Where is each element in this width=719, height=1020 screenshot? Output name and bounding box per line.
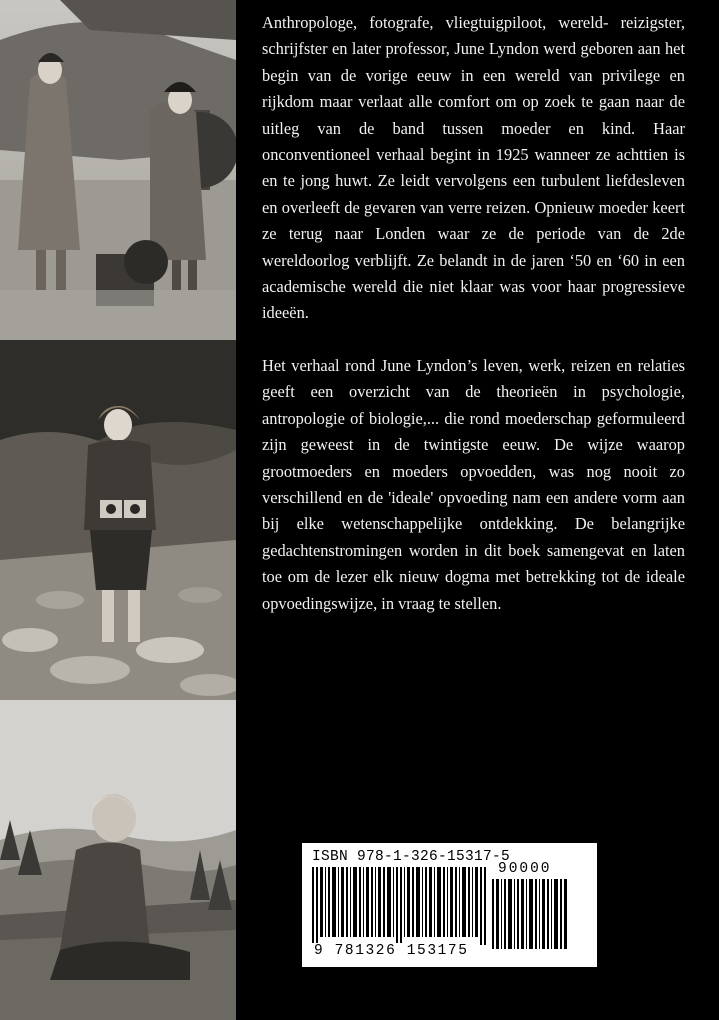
photo-women-airplane (0, 0, 236, 340)
isbn-label: ISBN 978-1-326-15317-5 (312, 849, 511, 865)
photo-woman-cameras-river (0, 340, 236, 700)
back-cover-blurb (262, 10, 685, 617)
addon-digits: 90000 (498, 861, 552, 877)
blurb-paragraph-1: Anthropologe, fotografe, vliegtuigpiloot, wereld- reizigster, schrijfster en later professor, June Lyndon werd geboren aan het begin van de vorige eeuw in een wereld van privilege en rijkdom maar verlaat alle comfort om op zoek te gaan naar de uitleg van de band tussen moeder en kind. Haar onconventioneel verhaal begint in 1925 wanneer ze achttien is en te jong huwt. Ze leidt vervolgens een turbulent liefdesleven en overleeft de gevaren van verre reizen. Opnieuw moeder keert ze terug naar Londen waar ze de periode van de 2de wereldoorlog verblijft. Ze belandt in de jaren ‘50 en ‘60 in een academische wereld die niet klaar was voor haar progressieve ideeën. (262, 13, 685, 323)
barcode-digits: 9 781326 153175 (314, 943, 469, 959)
photo-elderly-woman-hill-image (0, 700, 236, 1020)
blurb-paragraph-2: Het verhaal rond June Lyndon’s leven, werk, reizen en relaties geeft een overzicht van de theorieën in psychologie, antropologie of biologie,... die rond moederschap geformuleerd zijn geweest in de twintigste eeuw. De wijze waarop grootmoeders en moeders opvoedden, was nog nooit zo verschillend en de 'ideale' opvoeding nam een andere vorm aan bij elke wetenschappelijke ontdekking. De belangrijke gedachtenstromingen worden in dit boek samengevat en laten toe om de lezer elk nieuw dogma met betrekking tot de ideale opvoedingswijze, in vraag te stellen. (262, 355, 685, 613)
photo-women-airplane-image (0, 0, 236, 340)
photo-column (0, 0, 236, 1020)
photo-elderly-woman-hill (0, 700, 236, 1020)
barcode-bars (312, 867, 488, 945)
barcode-addon-bars (492, 879, 572, 949)
isbn-barcode (302, 843, 597, 967)
photo-woman-cameras-river-image (0, 340, 236, 700)
